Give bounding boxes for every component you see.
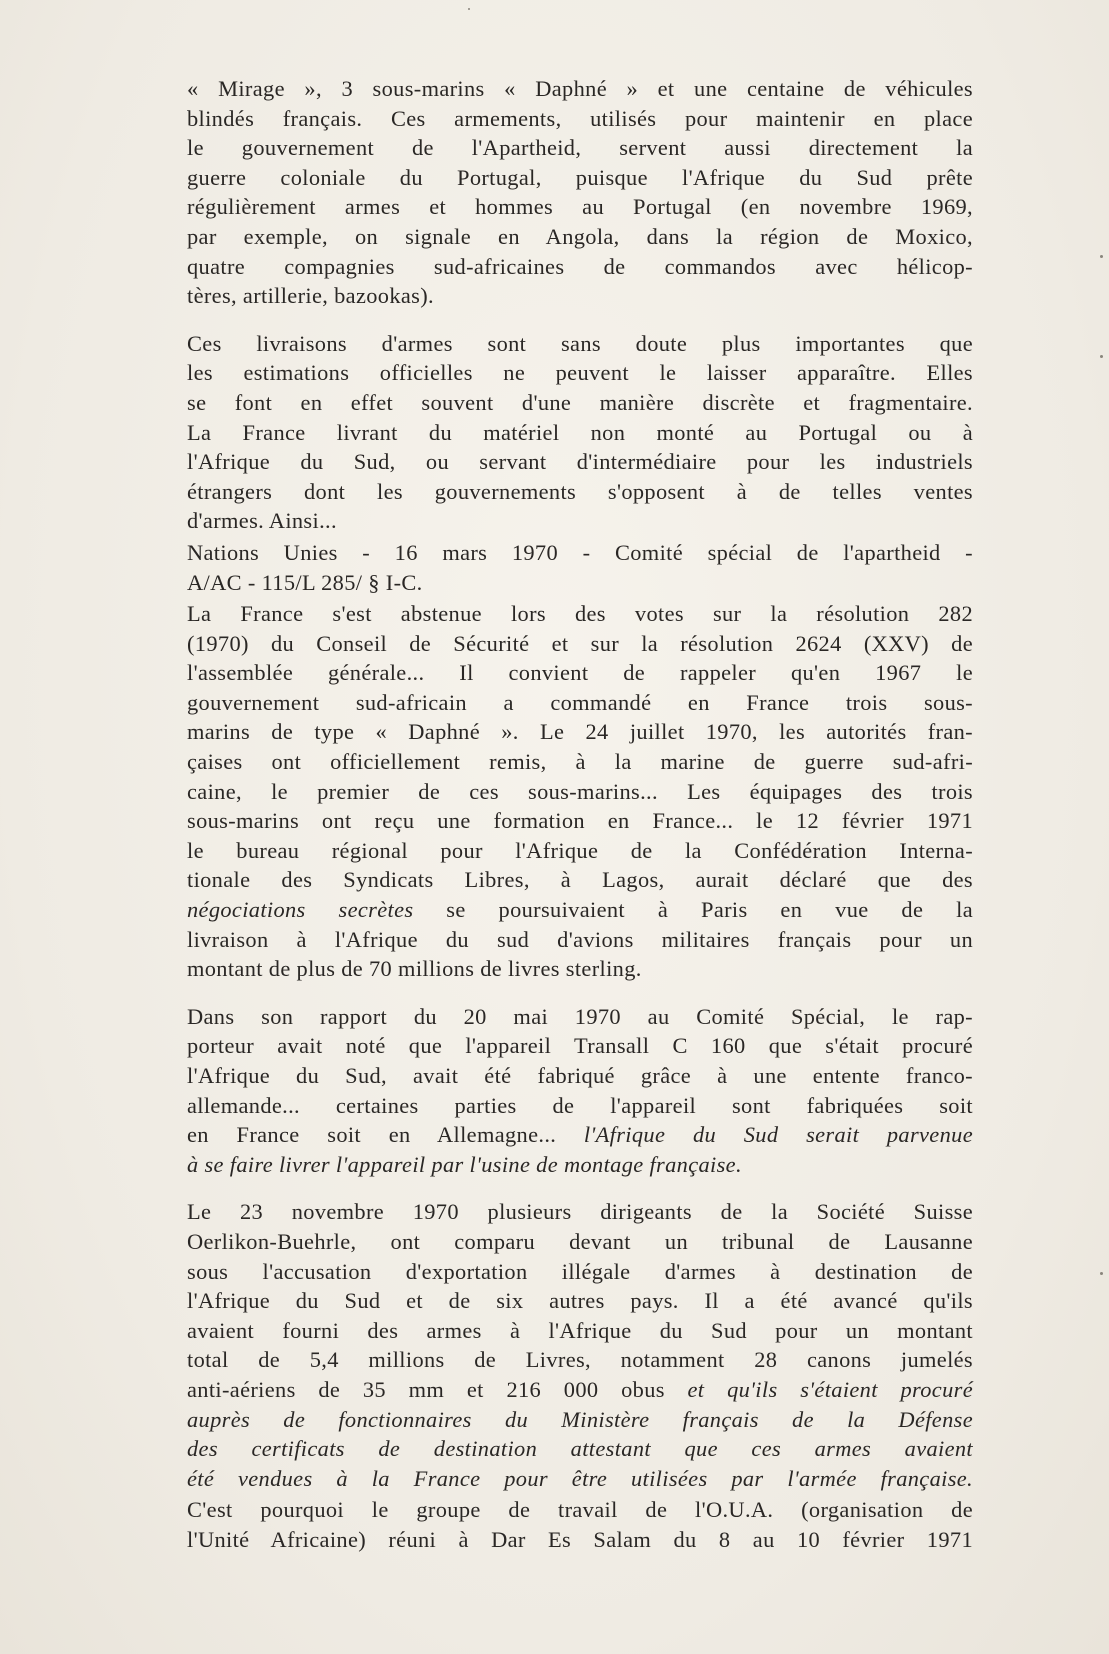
text-line: sous-marins ont reçu une formation en France... le 12 février 1971 [187, 808, 973, 834]
text-line: porteur avait noté que l'appareil Transall C 160 que s'était procuré [187, 1033, 973, 1059]
text-line: l'Afrique du Sud, avait été fabriqué grâce à une entente franco- [187, 1063, 973, 1088]
text-line-with-italic: en France soit en Allemagne... l'Afrique du Sud serait parvenue [187, 1122, 973, 1148]
text-line: régulièrement armes et hommes au Portugal (en novembre 1969, [187, 194, 973, 220]
scan-speck [468, 8, 470, 10]
paragraph [187, 599, 973, 984]
text-line: quatre compagnies sud-africaines de commandos avec hélicop- [187, 253, 973, 279]
paragraph [187, 1002, 973, 1180]
text-line: Oerlikon-Buehrle, ont comparu devant un tribunal de Lausanne [187, 1228, 973, 1254]
text-line: avaient fourni des armes à l'Afrique du Sud pour un montant [187, 1317, 973, 1343]
italic-phrase: l'Afrique du Sud serait parvenue [583, 1122, 973, 1148]
text-line: montant de plus de 70 millions de livres sterling. [187, 956, 642, 982]
text-line: sous l'accusation d'exportation illégale d'armes à destination de [187, 1258, 973, 1284]
text-line: été vendues à la France pour être utilisées par l'armée française. [187, 1465, 973, 1491]
text-line: étrangers dont les gouvernements s'opposent à de telles ventes [187, 478, 973, 504]
text-line: La France s'est abstenue lors des votes sur la résolution 282 [187, 601, 973, 627]
paragraph [187, 74, 973, 311]
text-line: se font en effet souvent d'une manière discrète et fragmentaire. [187, 389, 973, 415]
scan-speck [1100, 1272, 1103, 1275]
text-line: les estimations officielles ne peuvent le laisser apparaître. Elles [187, 360, 973, 386]
citation [187, 538, 973, 597]
text-line: « Mirage », 3 sous-marins « Daphné » et une centaine de véhicules [187, 76, 973, 101]
text-line: caine, le premier de ces sous-marins... Les équipages des trois [187, 778, 973, 804]
paragraph [187, 1495, 973, 1554]
text-line: guerre coloniale du Portugal, puisque l'Afrique du Sud prête [187, 164, 973, 190]
text-line: par exemple, on signale en Angola, dans la région de Moxico, [187, 223, 973, 249]
text-line: le bureau régional pour l'Afrique de la Confédération Interna- [187, 837, 973, 863]
paragraph [187, 329, 973, 536]
text-line-with-italic: négociations secrètes se poursuivaient à Paris en vue de la [187, 897, 973, 923]
text-line: gouvernement sud-africain a commandé en France trois sous- [187, 689, 973, 715]
text-line: le gouvernement de l'Apartheid, servent aussi directement la [187, 135, 973, 161]
text-line: tionale des Syndicats Libres, à Lagos, aurait déclaré que des [187, 867, 973, 893]
text-line: total de 5,4 millions de Livres, notamment 28 canons jumelés [187, 1347, 973, 1373]
text-line: auprès de fonctionnaires du Ministère français de la Défense [187, 1406, 973, 1432]
text-line: Le 23 novembre 1970 plusieurs dirigeants de la Société Suisse [187, 1199, 973, 1225]
text-line: Ces livraisons d'armes sont sans doute plus importantes que [187, 330, 973, 356]
text-line-with-italic: anti-aériens de 35 mm et 216 000 obus et qu'ils s'étaient procuré [187, 1376, 973, 1402]
text-line: à se faire livrer l'appareil par l'usine de montage française. [187, 1151, 742, 1177]
text-line: çaises ont officiellement remis, à la marine de guerre sud-afri- [187, 749, 973, 775]
text-line: Nations Unies - 16 mars 1970 - Comité spécial de l'apartheid - [187, 539, 973, 565]
text-line: l'Afrique du Sud et de six autres pays. Il a été avancé qu'ils [187, 1288, 973, 1314]
text-line: livraison à l'Afrique du sud d'avions militaires français pour un [187, 926, 973, 952]
text-line: allemande... certaines parties de l'appareil sont fabriquées soit [187, 1092, 973, 1118]
text-line: blindés français. Ces armements, utilisés pour maintenir en place [187, 105, 973, 131]
scan-speck [1100, 355, 1103, 358]
text-line: des certificats de destination attestant que ces armes avaient [187, 1436, 973, 1462]
text-line: l'assemblée générale... Il convient de rappeler qu'en 1967 le [187, 660, 973, 686]
italic-phrase: négociations secrètes [187, 897, 414, 923]
scan-speck [1100, 255, 1103, 258]
body-text [187, 74, 973, 1555]
text-line: tères, artillerie, bazookas). [187, 283, 435, 309]
text-line: (1970) du Conseil de Sécurité et sur la résolution 2624 (XXV) de [187, 630, 973, 656]
text-line: C'est pourquoi le groupe de travail de l'O.U.A. (organisation de [187, 1497, 973, 1523]
text-line: l'Afrique du Sud, ou servant d'intermédiaire pour les industriels [187, 449, 973, 475]
text-line: A/AC - 115/L 285/ § I-C. [187, 569, 423, 595]
text-line: l'Unité Africaine) réuni à Dar Es Salam du 8 au 10 février 1971 [187, 1526, 973, 1552]
text-line: d'armes. Ainsi... [187, 508, 337, 534]
text-line: marins de type « Daphné ». Le 24 juillet 1970, les autorités fran- [187, 719, 973, 745]
text-line: La France livrant du matériel non monté au Portugal ou à [187, 419, 973, 445]
paragraph [187, 1197, 973, 1493]
text-line: Dans son rapport du 20 mai 1970 au Comité Spécial, le rap- [187, 1003, 973, 1029]
italic-phrase: et qu'ils s'étaient procuré [687, 1376, 973, 1402]
